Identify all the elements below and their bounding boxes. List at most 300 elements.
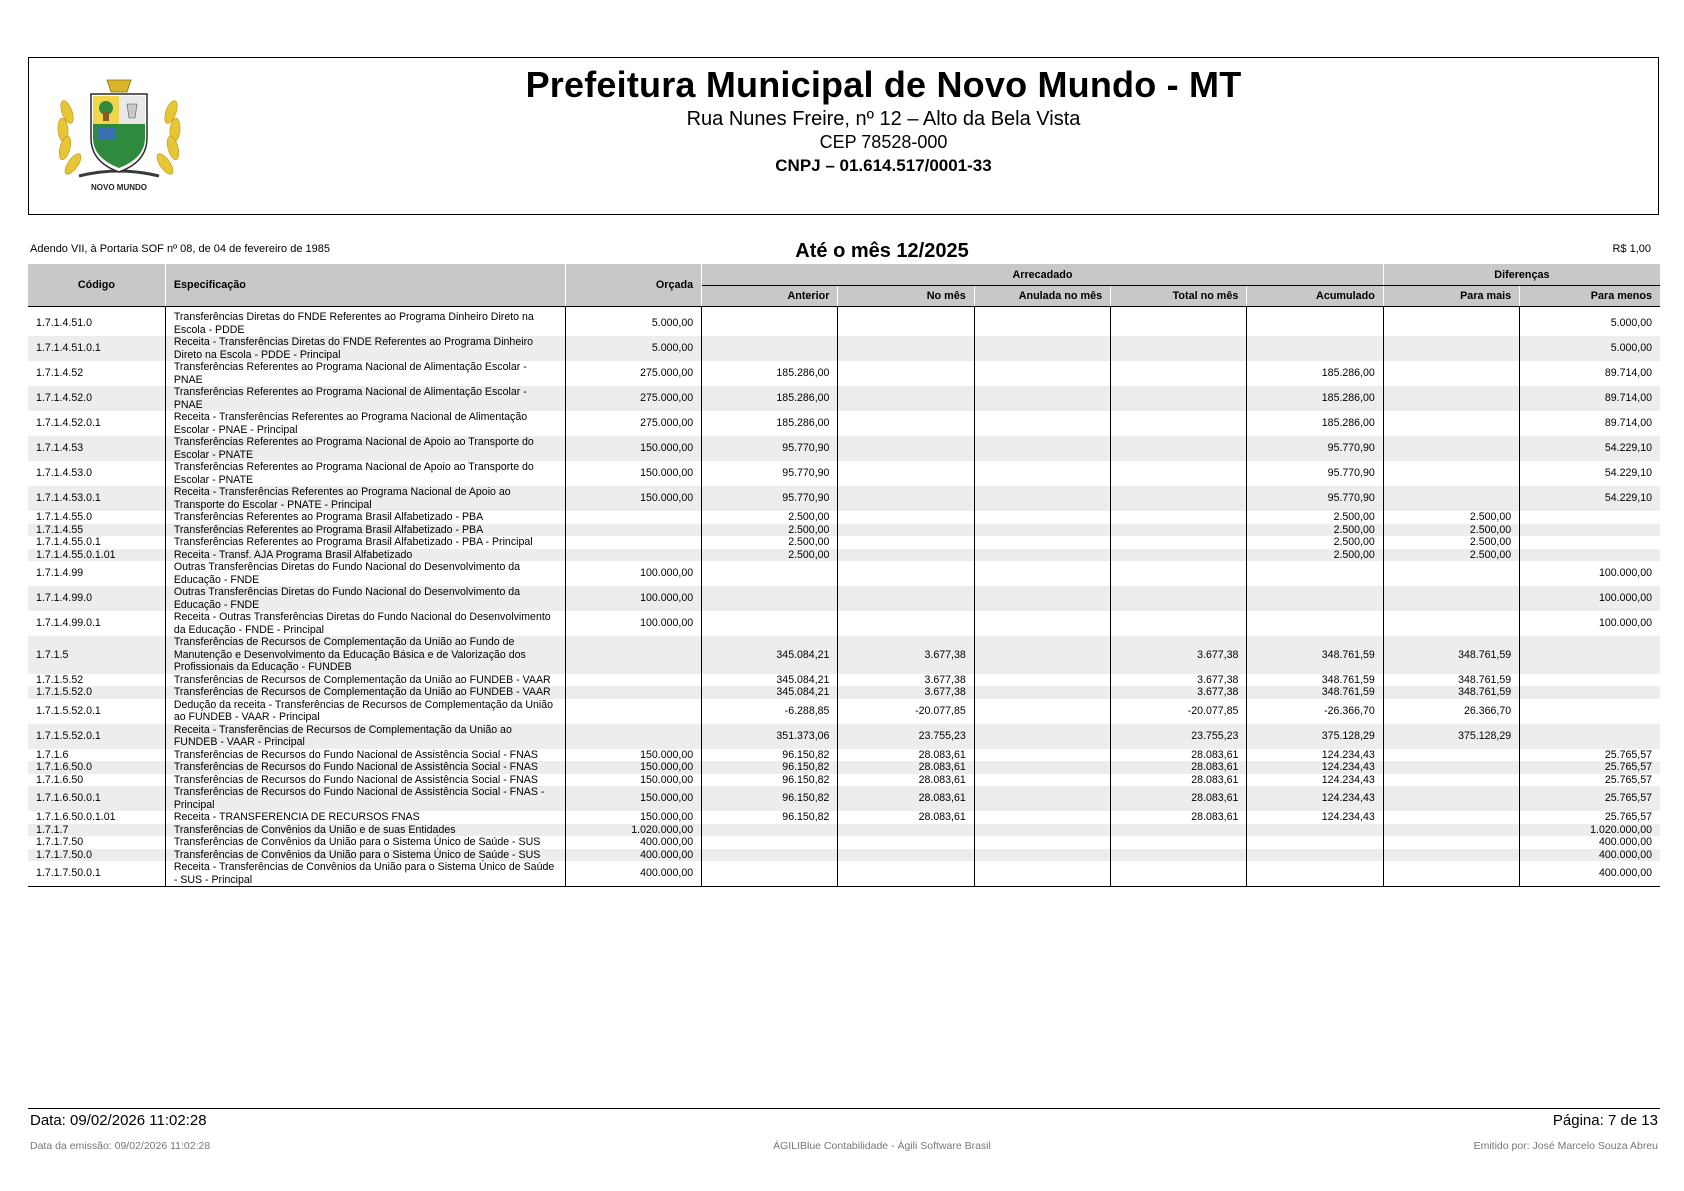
cell-no-mes: -20.077,85 <box>838 699 974 724</box>
cell-acumulado: 2.500,00 <box>1247 524 1383 537</box>
cell-orcada: 100.000,00 <box>565 611 701 636</box>
cell-para-menos: 100.000,00 <box>1598 567 1652 580</box>
cell-para-mais <box>1383 336 1519 361</box>
cell-no-mes <box>838 486 974 511</box>
cell-anterior: 185.286,00 <box>702 361 838 386</box>
cell-para-mais: 2.500,00 <box>1383 524 1519 537</box>
cell-para-mais: 2.500,00 <box>1383 549 1519 562</box>
cell-acumulado: 95.770,90 <box>1247 436 1383 461</box>
cell-total-mes: 28.083,61 <box>1111 811 1247 824</box>
cell-para-mais <box>1383 836 1519 849</box>
cell-total-mes: 28.083,61 <box>1111 774 1247 787</box>
cell-acumulado: 124.234,43 <box>1247 774 1383 787</box>
cell-no-mes: 3.677,38 <box>838 636 974 674</box>
cell-anterior <box>702 849 838 862</box>
cell-no-mes <box>838 461 974 486</box>
cell-para-mais <box>1383 749 1519 762</box>
cell-code: 1.7.1.4.55 <box>28 524 165 537</box>
cell-orcada: 150.000,00 <box>565 786 701 811</box>
cell-total-mes <box>1111 511 1247 524</box>
cell-para-mais <box>1383 774 1519 787</box>
cell-total-mes: -20.077,85 <box>1111 699 1247 724</box>
cell-acumulado <box>1247 307 1383 337</box>
cell-para-mais <box>1383 786 1519 811</box>
header-orcada: Orçada <box>565 264 701 307</box>
cell-anterior: -6.288,85 <box>702 699 838 724</box>
cell-anterior: 96.150,82 <box>702 774 838 787</box>
cell-para-mais: 375.128,29 <box>1383 724 1519 749</box>
cell-para-menos: 54.229,10 <box>1520 436 1660 461</box>
cell-code: 1.7.1.5.52 <box>28 674 165 687</box>
cell-anulada <box>974 674 1110 687</box>
table-row <box>28 549 1660 562</box>
cell-no-mes <box>838 524 974 537</box>
cell-anterior: 96.150,82 <box>702 811 838 824</box>
cell-para-menos <box>1520 524 1660 537</box>
cell-no-mes: 28.083,61 <box>838 786 974 811</box>
table-row <box>28 524 1660 537</box>
cell-no-mes: 3.677,38 <box>838 674 974 687</box>
cell-total-mes: 3.677,38 <box>1111 636 1247 674</box>
cell-code: 1.7.1.5 <box>28 636 165 674</box>
cell-no-mes <box>838 836 974 849</box>
cell-anterior <box>702 836 838 849</box>
cell-para-menos <box>1520 686 1660 699</box>
cell-code: 1.7.1.4.53.0.1 <box>28 486 165 511</box>
cell-code: 1.7.1.4.52.0.1 <box>28 411 165 436</box>
cell-total-mes <box>1111 861 1247 887</box>
cell-description: Receita - TRANSFERENCIA DE RECURSOS FNAS <box>165 811 565 824</box>
cell-anterior: 345.084,21 <box>702 636 838 674</box>
cell-total-mes: 28.083,61 <box>1111 749 1247 762</box>
cell-code: 1.7.1.4.55.0.1.01 <box>28 549 165 562</box>
cell-code: 1.7.1.4.53 <box>28 436 165 461</box>
cell-anulada <box>974 561 1110 586</box>
cell-description: Transferências Referentes ao Programa Brasil Alfabetizado - PBA <box>165 511 565 524</box>
table-row <box>28 824 1660 837</box>
page-title: Prefeitura Municipal de Novo Mundo - MT <box>525 64 1242 105</box>
cell-orcada: 275.000,00 <box>565 361 701 386</box>
cell-total-mes <box>1111 561 1247 586</box>
cell-description: Receita - Transferências de Convênios da União para o Sistema Único de Saúde - SUS - Principal <box>165 861 565 887</box>
cell-para-menos <box>1520 549 1660 562</box>
cell-anterior: 95.770,90 <box>702 486 838 511</box>
cell-acumulado: 2.500,00 <box>1247 511 1383 524</box>
cell-description: Dedução da receita - Transferências de Recursos de Complementação da União ao FUNDEB - VAAR - Principal <box>165 699 565 724</box>
cell-acumulado <box>1247 836 1383 849</box>
cell-para-menos: 400.000,00 <box>1520 849 1660 862</box>
cell-anterior: 2.500,00 <box>702 511 838 524</box>
cell-description: Transferências Referentes ao Programa Nacional de Alimentação Escolar - PNAE <box>165 361 565 386</box>
cell-code: 1.7.1.7.50 <box>28 836 165 849</box>
table-row <box>28 724 1660 749</box>
cell-code: 1.7.1.5.52.0 <box>28 686 165 699</box>
cell-para-menos: 100.000,00 <box>1520 586 1660 611</box>
software-credit: ÁGILIBlue Contabilidade - Ágili Software Brasil <box>773 1140 991 1152</box>
table-row <box>28 786 1660 811</box>
cell-no-mes <box>838 861 974 887</box>
cell-para-menos <box>1520 699 1660 724</box>
cell-para-menos: 54.229,10 <box>1604 467 1652 480</box>
cell-anulada <box>974 386 1110 411</box>
cell-anulada <box>974 774 1110 787</box>
cell-acumulado: 124.234,43 <box>1247 786 1383 811</box>
cell-anterior <box>702 824 838 837</box>
cell-description: Outras Transferências Diretas do Fundo Nacional do Desenvolvimento da Educação - FNDE <box>165 586 565 611</box>
cell-anterior <box>702 561 838 586</box>
header-acumulado: Acumulado <box>1247 286 1383 307</box>
cell-code: 1.7.1.6.50.0.1.01 <box>28 811 165 824</box>
cell-para-menos: 25.765,57 <box>1520 761 1660 774</box>
table-row <box>28 336 1660 361</box>
cell-anulada <box>974 749 1110 762</box>
issued-by: Emitido por: José Marcelo Souza Abreu <box>1473 1140 1658 1152</box>
cell-orcada: 275.000,00 <box>565 411 701 436</box>
header-no-mes: No mês <box>838 286 974 307</box>
cell-anterior: 95.770,90 <box>702 461 838 486</box>
cell-anulada <box>974 361 1110 386</box>
cell-total-mes <box>1111 436 1247 461</box>
cell-para-mais <box>1383 861 1519 887</box>
table-row <box>28 849 1660 862</box>
cell-para-menos: 400.000,00 <box>1520 861 1660 887</box>
table-row <box>28 386 1660 411</box>
cell-no-mes: 28.083,61 <box>838 761 974 774</box>
cell-anulada <box>974 686 1110 699</box>
cell-acumulado: 95.770,90 <box>1247 486 1383 511</box>
cell-code: 1.7.1.4.55.0 <box>28 511 165 524</box>
cell-anulada <box>974 436 1110 461</box>
cell-total-mes: 3.677,38 <box>1111 674 1247 687</box>
table-row <box>28 774 1660 787</box>
cell-code: 1.7.1.6 <box>28 749 165 762</box>
cell-para-mais <box>1383 586 1519 611</box>
cell-orcada: 150.000,00 <box>565 749 701 762</box>
cell-para-mais: 348.761,59 <box>1383 636 1519 674</box>
cell-code: 1.7.1.6.50 <box>28 774 165 787</box>
cell-total-mes <box>1111 836 1247 849</box>
legal-reference: Adendo VII, à Portaria SOF nº 08, de 04 de fevereiro de 1985 <box>30 243 330 255</box>
cell-para-menos <box>1520 724 1660 749</box>
cell-orcada: 150.000,00 <box>565 486 701 511</box>
cell-code: 1.7.1.4.99 <box>28 561 165 586</box>
address-line: Rua Nunes Freire, nº 12 – Alto da Bela Vista <box>686 108 1081 130</box>
cell-anulada <box>974 549 1110 562</box>
cell-acumulado: 124.234,43 <box>1247 761 1383 774</box>
cell-orcada: 100.000,00 <box>565 586 701 611</box>
cell-anulada <box>974 461 1110 486</box>
cell-orcada <box>565 636 701 674</box>
cell-total-mes: 23.755,23 <box>1111 724 1247 749</box>
cell-orcada: 100.000,00 <box>565 561 701 586</box>
cell-para-menos: 25.765,57 <box>1604 773 1652 786</box>
cell-description: Receita - Transferências Referentes ao Programa Nacional de Alimentação Escolar - PNAE - Principal <box>165 411 565 436</box>
cell-acumulado <box>1247 611 1383 636</box>
header-para-menos: Para menos <box>1520 286 1660 307</box>
cell-no-mes <box>838 824 974 837</box>
cell-para-menos: 89.714,00 <box>1604 367 1652 380</box>
header-diferencas: Diferenças <box>1383 264 1660 286</box>
cell-anterior: 96.150,82 <box>702 749 838 762</box>
table-row <box>28 699 1660 724</box>
cell-total-mes <box>1111 849 1247 862</box>
cell-acumulado <box>1247 849 1383 862</box>
cell-acumulado: 375.128,29 <box>1247 724 1383 749</box>
cell-para-mais: 2.500,00 <box>1383 536 1519 549</box>
cell-acumulado: 348.761,59 <box>1247 636 1383 674</box>
cell-orcada: 150.000,00 <box>565 436 701 461</box>
cell-acumulado <box>1247 336 1383 361</box>
table-row <box>28 686 1660 699</box>
header-total-mes: Total no mês <box>1111 286 1247 307</box>
cell-code: 1.7.1.4.52.0 <box>28 386 165 411</box>
cell-no-mes <box>838 336 974 361</box>
cell-orcada: 400.000,00 <box>565 836 701 849</box>
cell-para-menos: 89.714,00 <box>1604 417 1652 430</box>
cell-anterior: 345.084,21 <box>702 674 838 687</box>
cell-code: 1.7.1.4.51.0 <box>28 307 165 337</box>
header-codigo: Código <box>28 264 165 307</box>
table-row <box>28 811 1660 824</box>
cnpj-line: CNPJ – 01.614.517/0001-33 <box>775 156 992 175</box>
table-row <box>28 761 1660 774</box>
cell-para-mais <box>1383 611 1519 636</box>
cell-anulada <box>974 786 1110 811</box>
cell-no-mes <box>838 611 974 636</box>
cell-description: Transferências Referentes ao Programa Nacional de Alimentação Escolar - PNAE <box>165 386 565 411</box>
cell-orcada <box>565 536 701 549</box>
header-anulada: Anulada no mês <box>974 286 1110 307</box>
table-body <box>28 307 1660 887</box>
cell-code: 1.7.1.4.51.0.1 <box>28 336 165 361</box>
cell-total-mes <box>1111 536 1247 549</box>
cell-anterior <box>702 861 838 887</box>
cell-orcada: 1.020.000,00 <box>565 824 701 837</box>
cell-anulada <box>974 307 1110 337</box>
cell-anulada <box>974 524 1110 537</box>
report-header <box>28 57 1659 215</box>
page-number: Página: 7 de 13 <box>1552 1112 1658 1129</box>
cell-acumulado: 124.234,43 <box>1247 749 1383 762</box>
table-row <box>28 436 1660 461</box>
cell-acumulado: -26.366,70 <box>1247 699 1383 724</box>
cell-description: Transferências Referentes ao Programa Brasil Alfabetizado - PBA - Principal <box>165 536 565 549</box>
table-row <box>28 586 1660 611</box>
cell-orcada <box>565 524 701 537</box>
cell-anulada <box>974 636 1110 674</box>
cell-anterior: 2.500,00 <box>702 536 838 549</box>
cell-description: Outras Transferências Diretas do Fundo Nacional do Desenvolvimento da Educação - FNDE <box>165 561 565 586</box>
period-title: Até o mês 12/2025 <box>795 240 969 262</box>
cell-code: 1.7.1.5.52.0.1 <box>28 699 165 724</box>
cell-code: 1.7.1.4.52 <box>28 361 165 386</box>
cell-code: 1.7.1.5.52.0.1 <box>28 724 165 749</box>
cell-description: Receita - Transferências Referentes ao Programa Nacional de Apoio ao Transporte do Escolar - PNATE - Principal <box>165 486 565 511</box>
cell-para-menos: 25.765,57 <box>1520 786 1660 811</box>
cell-code: 1.7.1.6.50.0 <box>28 761 165 774</box>
cell-code: 1.7.1.7 <box>28 824 165 837</box>
cell-description: Transferências de Recursos do Fundo Nacional de Assistência Social - FNAS <box>165 749 565 762</box>
cell-no-mes: 28.083,61 <box>838 749 974 762</box>
currency-unit: R$ 1,00 <box>1612 243 1651 255</box>
cell-orcada <box>565 699 701 724</box>
cell-code: 1.7.1.4.99.0 <box>28 586 165 611</box>
cell-description: Receita - Outras Transferências Diretas do Fundo Nacional do Desenvolvimento da Educação - FNDE - Principal <box>165 611 565 636</box>
cell-orcada: 400.000,00 <box>565 861 701 887</box>
cell-description: Transferências Referentes ao Programa Brasil Alfabetizado - PBA <box>165 524 565 537</box>
cell-anulada <box>974 724 1110 749</box>
cell-no-mes <box>838 586 974 611</box>
cell-code: 1.7.1.4.99.0.1 <box>28 611 165 636</box>
cell-total-mes <box>1111 524 1247 537</box>
cell-orcada <box>565 686 701 699</box>
cell-code: 1.7.1.4.53.0 <box>28 461 165 486</box>
cell-anulada <box>974 336 1110 361</box>
revenue-table <box>28 264 1660 887</box>
cell-no-mes: 28.083,61 <box>838 774 974 787</box>
cell-para-menos: 89.714,00 <box>1520 386 1660 411</box>
cell-no-mes <box>838 849 974 862</box>
cell-acumulado: 185.286,00 <box>1247 386 1383 411</box>
header-especificacao: Especificação <box>165 264 565 307</box>
table-row <box>28 561 1660 586</box>
cell-total-mes <box>1111 461 1247 486</box>
cell-total-mes <box>1111 549 1247 562</box>
cell-description: Transferências Referentes ao Programa Nacional de Apoio ao Transporte do Escolar - PNATE <box>165 436 565 461</box>
cell-anulada <box>974 861 1110 887</box>
cell-anterior: 351.373,06 <box>702 724 838 749</box>
cell-total-mes <box>1111 386 1247 411</box>
cell-description: Transferências Diretas do FNDE Referentes ao Programa Dinheiro Direto na Escola - PDDE <box>165 307 565 337</box>
cell-total-mes: 28.083,61 <box>1111 786 1247 811</box>
cell-code: 1.7.1.7.50.0.1 <box>28 861 165 887</box>
cell-para-mais <box>1383 824 1519 837</box>
table-row <box>28 461 1660 486</box>
table-row <box>28 836 1660 849</box>
cell-no-mes <box>838 511 974 524</box>
cell-description: Transferências de Recursos do Fundo Nacional de Assistência Social - FNAS <box>165 761 565 774</box>
cell-anterior: 96.150,82 <box>702 786 838 811</box>
cell-acumulado <box>1247 586 1383 611</box>
cell-description: Transferências de Recursos do Fundo Nacional de Assistência Social - FNAS <box>165 774 565 787</box>
cell-para-mais <box>1383 361 1519 386</box>
table-row <box>28 611 1660 636</box>
cell-total-mes: 3.677,38 <box>1111 686 1247 699</box>
cell-description: Transferências de Convênios da União para o Sistema Único de Saúde - SUS <box>165 836 565 849</box>
cell-para-menos: 5.000,00 <box>1520 336 1660 361</box>
cell-anulada <box>974 761 1110 774</box>
cell-anulada <box>974 811 1110 824</box>
table-row <box>28 749 1660 762</box>
footer-date: Data: 09/02/2026 11:02:28 <box>30 1112 207 1129</box>
cell-orcada: 275.000,00 <box>565 386 701 411</box>
cell-para-menos: 400.000,00 <box>1598 836 1652 848</box>
cell-para-menos <box>1520 536 1660 549</box>
cell-orcada: 400.000,00 <box>565 849 701 862</box>
cell-anulada <box>974 611 1110 636</box>
cell-anterior <box>702 586 838 611</box>
cell-total-mes <box>1111 586 1247 611</box>
cell-orcada <box>565 549 701 562</box>
cell-para-mais: 348.761,59 <box>1383 674 1519 687</box>
cell-para-mais <box>1383 386 1519 411</box>
cell-description: Transferências Referentes ao Programa Nacional de Apoio ao Transporte do Escolar - PNATE <box>165 461 565 486</box>
cell-para-mais <box>1383 561 1519 586</box>
footer-divider <box>28 1108 1660 1109</box>
cell-total-mes <box>1111 486 1247 511</box>
cell-anterior: 345.084,21 <box>702 686 838 699</box>
cell-para-mais <box>1383 811 1519 824</box>
emission-date: Data da emissão: 09/02/2026 11:02:28 <box>30 1140 211 1152</box>
cell-acumulado <box>1247 824 1383 837</box>
cell-total-mes <box>1111 307 1247 337</box>
cell-no-mes: 23.755,23 <box>838 724 974 749</box>
cell-orcada: 150.000,00 <box>565 461 701 486</box>
cell-no-mes: 3.677,38 <box>838 686 974 699</box>
cell-para-menos <box>1520 674 1660 687</box>
cell-orcada: 5.000,00 <box>565 336 701 361</box>
cep-line: CEP 78528-000 <box>819 132 948 152</box>
cell-orcada: 150.000,00 <box>565 774 701 787</box>
table-row <box>28 861 1660 887</box>
cell-acumulado: 185.286,00 <box>1247 361 1383 386</box>
cell-anterior: 96.150,82 <box>702 761 838 774</box>
cell-anulada <box>974 836 1110 849</box>
cell-anulada <box>974 586 1110 611</box>
cell-no-mes <box>838 411 974 436</box>
table-row <box>28 636 1660 674</box>
cell-code: 1.7.1.4.55.0.1 <box>28 536 165 549</box>
cell-orcada: 150.000,00 <box>565 761 701 774</box>
cell-acumulado: 185.286,00 <box>1247 411 1383 436</box>
table-row <box>28 674 1660 687</box>
cell-anulada <box>974 536 1110 549</box>
cell-para-menos: 54.229,10 <box>1520 486 1660 511</box>
cell-total-mes: 28.083,61 <box>1111 761 1247 774</box>
cell-no-mes <box>838 386 974 411</box>
cell-anulada <box>974 849 1110 862</box>
cell-acumulado: 2.500,00 <box>1247 536 1383 549</box>
cell-para-mais: 26.366,70 <box>1383 699 1519 724</box>
cell-anterior <box>702 611 838 636</box>
cell-para-menos: 25.765,57 <box>1604 811 1652 823</box>
crest-caption: NOVO MUNDO <box>91 183 147 192</box>
cell-para-mais <box>1383 307 1519 337</box>
cell-total-mes <box>1111 411 1247 436</box>
cell-acumulado: 348.761,59 <box>1247 674 1383 687</box>
cell-acumulado: 95.770,90 <box>1247 461 1383 486</box>
cell-orcada <box>565 511 701 524</box>
table-row <box>28 511 1660 524</box>
cell-para-mais <box>1383 436 1519 461</box>
cell-para-menos <box>1520 636 1660 674</box>
cell-acumulado: 124.234,43 <box>1247 811 1383 824</box>
cell-anterior <box>702 336 838 361</box>
cell-anterior: 2.500,00 <box>702 524 838 537</box>
cell-acumulado <box>1247 861 1383 887</box>
table-row <box>28 411 1660 436</box>
cell-description: Transferências de Convênios da União e de suas Entidades <box>165 824 565 837</box>
table-row <box>28 486 1660 511</box>
cell-code: 1.7.1.7.50.0 <box>28 849 165 862</box>
cell-no-mes <box>838 361 974 386</box>
table-row <box>28 536 1660 549</box>
cell-no-mes <box>838 549 974 562</box>
cell-description: Transferências de Recursos do Fundo Nacional de Assistência Social - FNAS - Principal <box>165 786 565 811</box>
cell-para-mais <box>1383 849 1519 862</box>
cell-para-mais <box>1383 486 1519 511</box>
cell-description: Receita - Transf. AJA Programa Brasil Alfabetizado <box>165 549 565 562</box>
